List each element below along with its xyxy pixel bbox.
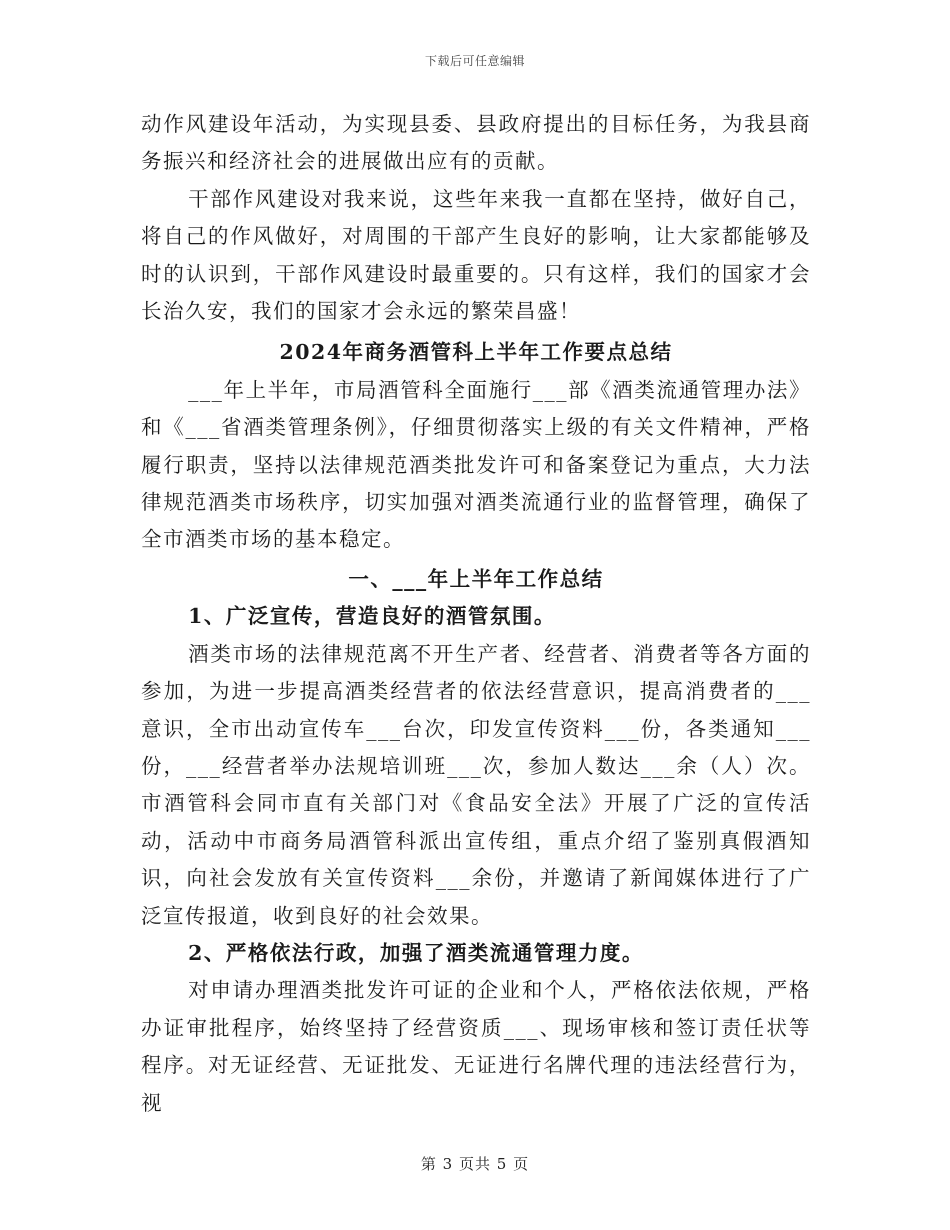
paragraph-cadre-style: 干部作风建设对我来说，这些年来我一直都在坚持，做好自己，将自己的作风做好，对周围的干部产生良好的影响，让大家都能够及时的认识到，干部作风建设时最重要的。只有这样，我们的国家才会长治久安，我们的国家才会永远的繁荣昌盛！ <box>141 186 811 324</box>
paragraph-administration: 对申请办理酒类批发许可证的企业和个人，严格依法依规，严格办证审批程序，始终坚持了经营资质___、现场审核和签订责任状等程序。对无证经营、无证批发、无证进行名牌代理的违法经营行为，视 <box>141 978 811 1115</box>
section-heading-1: 一、___年上半年工作总结 <box>348 566 604 591</box>
document-body <box>141 106 811 1122</box>
document-title: 2024年商务酒管科上半年工作要点总结 <box>279 340 673 365</box>
paragraph-publicity: 酒类市场的法律规范离不开生产者、经营者、消费者等各方面的参加，为进一步提高酒类经营者的依法经营意识，提高消费者的___意识，全市出动宣传车___台次，印发宣传资料___份，各类通知___份，___经营者举办法规培训班___次，参加人数达___余（人）次。市酒管科会同市直有关部门对《食品安全法》开展了广泛的宣传活动，活动中市商务局酒管科派出宣传组，重点介绍了鉴别真假酒知识，向社会发放有关宣传资料___余份，并邀请了新闻媒体进行了广泛宣传报道，收到良好的社会效果。 <box>141 641 811 928</box>
header-note: 下载后可任意编辑 <box>424 54 525 68</box>
paragraph-continuation: 动作风建设年活动，为实现县委、县政府提出的目标任务，为我县商务振兴和经济社会的进展做出应有的贡献。 <box>141 112 811 174</box>
page-indicator: 第 3 页共 5 页 <box>420 1155 530 1173</box>
paragraph-intro: ___年上半年，市局酒管科全面施行___部《酒类流通管理办法》和《___省酒类管理条例》，仔细贯彻落实上级的有关文件精神，严格履行职责，坚持以法律规范酒类批发许可和备案登记为重点，大力法律规范酒类市场秩序，切实加强对酒类流通行业的监督管理，确保了全市酒类市场的基本稳定。 <box>141 377 811 552</box>
sub-heading-2: 2、严格依法行政，加强了酒类流通管理力度。 <box>188 940 644 965</box>
sub-heading-1: 1、广泛宣传，营造良好的酒管氛围。 <box>188 604 556 629</box>
